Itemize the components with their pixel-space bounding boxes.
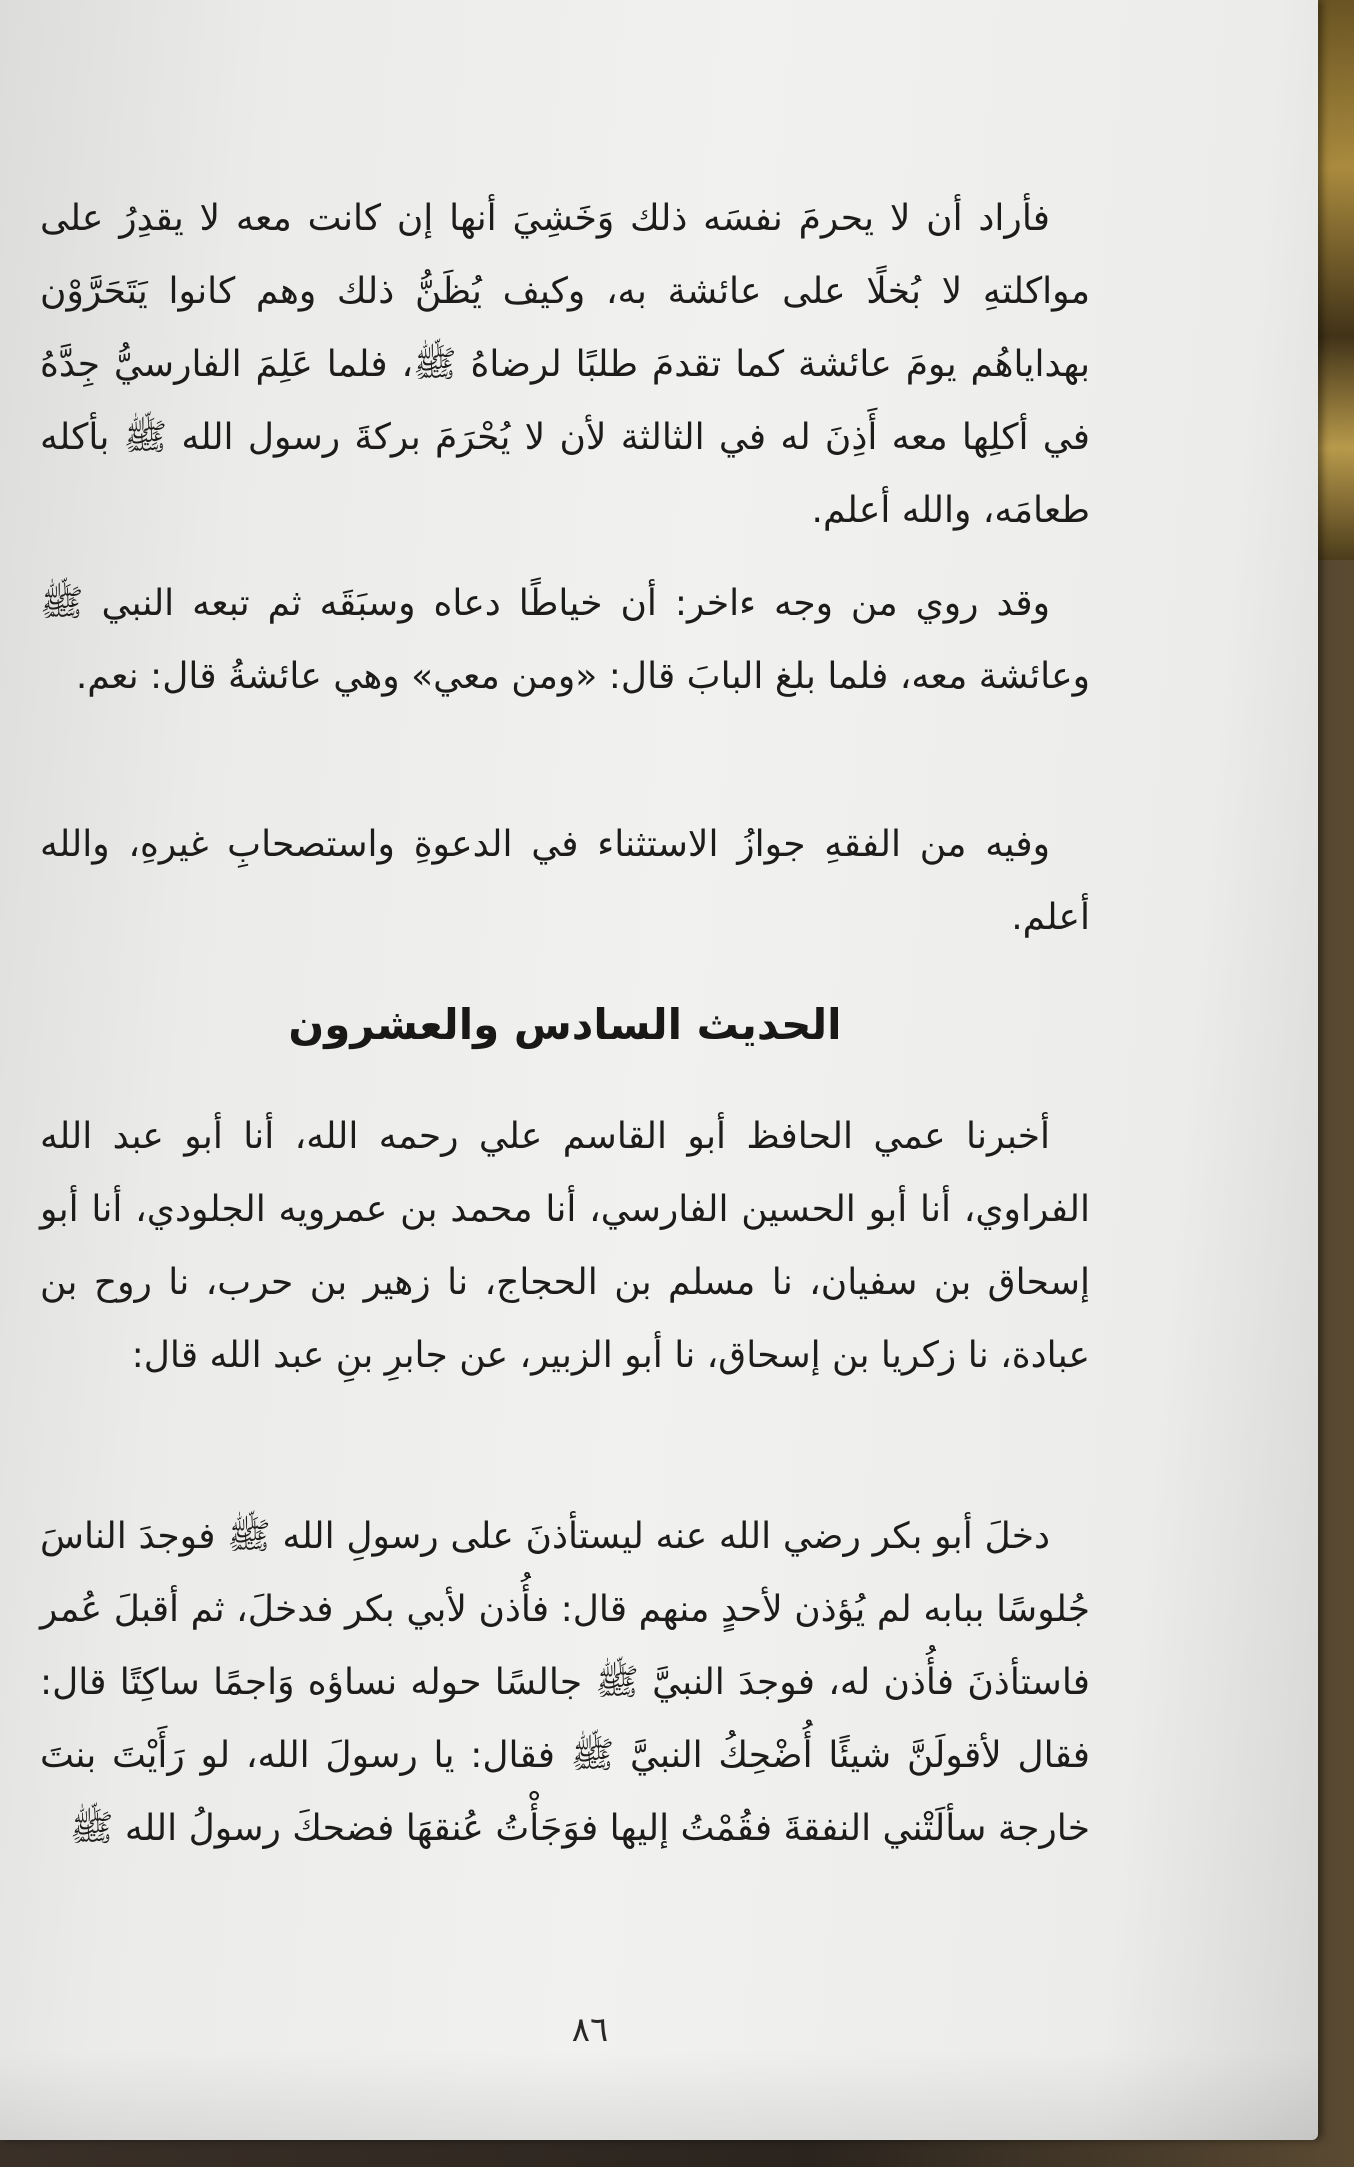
- paragraph-text: وقد روي من وجه ءاخر: أن خياطًا دعاه وسبَقَه ثم تبعه النبي ﷺ وعائشة معه، فلما بلغ البابَ قال: «ومن معي» وهي عائشةُ قال: نعم.: [40, 583, 1090, 697]
- book-page-edges: [1314, 0, 1354, 560]
- paragraph-3: [40, 808, 1090, 954]
- section-heading: الحديث السادس والعشرون: [288, 1000, 842, 1049]
- paragraph-4: [40, 1100, 1090, 1392]
- page-shadow: [0, 2050, 1318, 2140]
- paragraph-1: [40, 182, 1090, 547]
- paragraph-text: فأراد أن لا يحرمَ نفسَه ذلك وَخَشِيَ أنها إن كانت معه لا يقدِرُ على مواكلتهِ لا بُخلًا على عائشة به، وكيف يُظَنُّ ذلك وهم كانوا يَتَحَرَّوْن بهداياهُم يومَ عائشة كما تقدمَ طلبًا لرضاهُ ﷺ، فلما عَلِمَ الفارسيُّ جِدَّهُ في أكلِها معه أَذِنَ له في الثالثة لأن لا يُحْرَمَ بركةَ رسول الله ﷺ بأكله طعامَه، والله أعلم.: [40, 198, 1090, 531]
- paragraph-text: أخبرنا عمي الحافظ أبو القاسم علي رحمه الله، أنا أبو عبد الله الفراوي، أنا أبو الحسين الفارسي، أنا محمد بن عمرويه الجلودي، أنا أبو إسحاق بن سفيان، نا مسلم بن الحجاج، نا زهير بن حرب، نا روح بن عبادة، نا زكريا بن إسحاق، نا أبو الزبير، عن جابرِ بنِ عبد الله قال:: [40, 1116, 1090, 1376]
- page-number: ٨٦: [571, 2010, 609, 2050]
- paragraph-2: [40, 567, 1090, 713]
- paragraph-text: وفيه من الفقهِ جوازُ الاستثناء في الدعوةِ واستصحابِ غيرهِ، والله أعلم.: [40, 824, 1090, 938]
- paragraph-text: دخلَ أبو بكر رضي الله عنه ليستأذنَ على رسولِ الله ﷺ فوجدَ الناسَ جُلوسًا ببابه لم يُؤذن لأحدٍ منهم قال: فأُذن لأبي بكر فدخلَ، ثم أقبلَ عُمر فاستأذنَ فأُذن له، فوجدَ النبيَّ ﷺ جالسًا حوله نساؤه وَاجمًا ساكِتًا قال: فقال لأقولَنَّ شيئًا أُضْحِكُ النبيَّ ﷺ فقال: يا رسولَ الله، لو رَأَيْتَ بنتَ خارجة سألَتْني النفقةَ فقُمْتُ إليها فوَجَأْتُ عُنقهَا فضحكَ رسولُ الله ﷺ: [40, 1516, 1090, 1849]
- paragraph-5: [40, 1500, 1090, 1865]
